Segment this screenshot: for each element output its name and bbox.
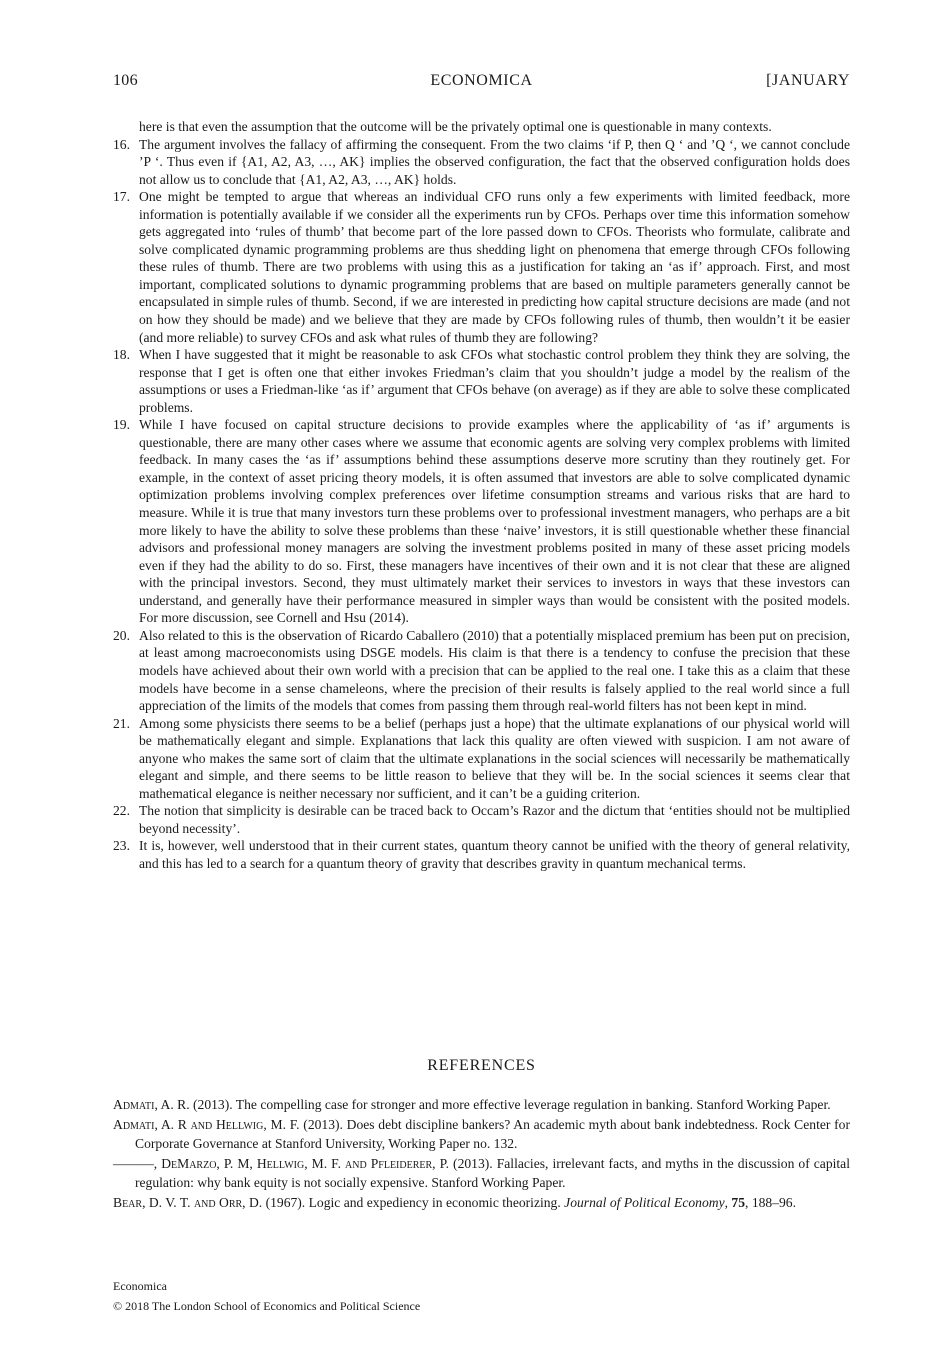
- reference-details: (2013). Does debt discipline bankers? An academic myth about bank indebtedness. Rock Center for Corporate Governance at Stanford University, Working Paper no. 132.: [135, 1116, 850, 1151]
- endnote: [113, 118, 850, 136]
- reference-comma: ,: [724, 1194, 729, 1210]
- reference-authors: Admati, A. R.: [113, 1097, 190, 1112]
- endnote-text: The argument involves the fallacy of affirming the consequent. From the two claims ‘if P, then Q ‘ and ’Q ‘, we cannot conclude ’P ‘. Thus even if {A1, A2, A3, …, AK} implies the observed configuration, the fact that the observed configuration holds does not allow us to conclude that {A1, A2, A3, …, AK} holds.: [139, 136, 850, 187]
- running-head: [113, 72, 850, 92]
- reference-authors: Admati, A. R and Hellwig, M. F.: [113, 1116, 300, 1132]
- journal-title: ECONOMICA: [430, 72, 533, 89]
- endnotes: [113, 118, 850, 873]
- references-heading: REFERENCES: [427, 1057, 536, 1074]
- endnote-number: 20.: [113, 627, 130, 643]
- endnote-number: 22.: [113, 803, 130, 819]
- endnote-text: While I have focused on capital structure decisions to provide examples where the applicability of ‘as if’ arguments is questionable, there are many other cases where we assume that economic agents are solving very complex problems with limited feedback. In many cases the ‘as if’ assumptions behind these assumptions deserve more scrutiny than they routinely get. For example, in the context of asset pricing theory models, it is often assumed that investors are able to solve complicated dynamic optimization problems involving complex preferences over lifetime consumption streams and various risks that are hard to measure. While it is true that many investors turn these problems over to professional investment managers, who perhaps are a bit more likely to have the ability to solve these problems than these ‘naive’ investors, it is still questionable whether these financial advisors and professional money managers are solving the investment problems posited in many of these asset pricing models even if they had the ability to do so. First, these managers have incentives of their own and it is not clear that these are aligned with the principal investors. Second, they must ultimately market their services to investors in ways that these investors can understand, and generally have their performance measured in simpler ways than would be consistent with the posited models. For more discussion, see Cornell and Hsu (2014).: [139, 417, 850, 626]
- endnote: [113, 837, 850, 872]
- endnote-number: 23.: [113, 838, 130, 854]
- endnote-text: here is that even the assumption that the outcome will be the privately optimal one is questionable in many contexts.: [139, 119, 772, 134]
- reference-pages: , 188–96.: [745, 1194, 796, 1210]
- endnote-text: Also related to this is the observation of Ricardo Caballero (2010) that a potentially misplaced premium has been put on precision, at least among macroeconomists using DSGE models. His claim is that there is a tendency to confuse the precision that these models have achieved about their own world with a precision that can be applied to the real one. I take this as a claim that these models have become in a sense chameleons, where the precision of their results is falsely applied to the real world since a full appreciation of the limits of the models that comes from passing them through real-world filters has not been kept in mind.: [139, 627, 850, 714]
- endnote-number: 16.: [113, 136, 130, 152]
- endnote: [113, 346, 850, 416]
- reference-authors: ———, DeMarzo, P. M, Hellwig, M. F. and Pfleiderer, P.: [113, 1155, 450, 1171]
- reference-item: [113, 1193, 850, 1213]
- reference-details: (1967). Logic and expediency in economic theorizing.: [262, 1194, 565, 1210]
- reference-item: [113, 1115, 850, 1154]
- endnote: [113, 416, 850, 627]
- endnote: [113, 136, 850, 189]
- reference-details: (2013). The compelling case for stronger and more effective leverage regulation in banking. Stanford Working Paper.: [189, 1097, 831, 1112]
- footer-copyright: © 2018 The London School of Economics and Political Science: [113, 1299, 421, 1313]
- endnote: [113, 715, 850, 803]
- reference-volume: 75: [731, 1194, 746, 1210]
- endnote-text: The notion that simplicity is desirable can be traced back to Occam’s Razor and the dictum that ‘entities should not be multiplied beyond necessity’.: [139, 803, 850, 836]
- reference-list: [113, 1095, 850, 1212]
- endnote-number: 18.: [113, 347, 130, 363]
- endnote-text: It is, however, well understood that in their current states, quantum theory cannot be unified with the theory of general relativity, and this has led to a search for a quantum theory of gravity that describes gravity in quantum mechanical terms.: [139, 838, 850, 871]
- reference-authors: Bear, D. V. T. and Orr, D.: [113, 1194, 263, 1210]
- endnote-text: When I have suggested that it might be reasonable to ask CFOs what stochastic control problem they think they are solving, the response that I get is often one that either invokes Friedman’s claim that you shouldn’t judge a model by the realism of the assumptions or uses a Friedman-like ‘as if’ argument that CFOs behave (on average) as if they are able to solve these complicated problems.: [139, 347, 850, 415]
- issue-date: [JANUARY: [766, 72, 850, 89]
- endnote: [113, 627, 850, 715]
- endnote: [113, 188, 850, 346]
- endnote-text: Among some physicists there seems to be a belief (perhaps just a hope) that the ultimate explanations of our physical world will be mathematically elegant and simple. Explanations that lack this quality are often viewed with suspicion. I am not aware of anyone who makes the same sort of claim that the ultimate explanations in the social sciences will necessarily be mathematically elegant and simple, and there seems to be little reason to believe that they will be. In the social sciences it seems clear that mathematical elegance is neither necessary nor sufficient, and it can’t be a guiding criterion.: [139, 715, 850, 801]
- page-number: 106: [113, 72, 138, 89]
- endnote-number: 19.: [113, 417, 130, 433]
- page-footer: [113, 1276, 420, 1316]
- endnote-number: 21.: [113, 715, 130, 731]
- endnote: [113, 802, 850, 837]
- endnote-number: 17.: [113, 189, 130, 205]
- endnote-text: One might be tempted to argue that whereas an individual CFO runs only a few experiments with limited feedback, more information is potentially available if we consider all the experiments run by CFOs. Perhaps over time this information somehow gets aggregated into ‘rules of thumb’ that become part of the lore passed down to CFOs. Theorists who formulate, calibrate and solve complicated dynamic programming problems are thus shedding light on phenomena that emerge through CFOs following these rules of thumb. There are two problems with using this as a justification for taking an ‘as if’ approach. First, and most important, complicated solutions to dynamic programming problems that are based on multiple parameters generally cannot be encapsulated in simple rules of thumb. Second, if we are interested in predicting how capital structure decisions are made (and not on how they should be made) and we believe that they are made by CFOs following rules of thumb, then wouldn’t it be easier (and more reliable) to survey CFOs and ask what rules of thumb they are following?: [139, 189, 850, 345]
- reference-details: (2013). Fallacies, irrelevant facts, and myths in the discussion of capital regulation: why bank equity is not socially expensive. Stanford Working Paper.: [135, 1155, 850, 1190]
- reference-journal: Journal of Political Economy: [564, 1194, 725, 1210]
- reference-item: [113, 1154, 850, 1193]
- footer-journal: Economica: [113, 1279, 167, 1293]
- reference-item: [113, 1095, 850, 1115]
